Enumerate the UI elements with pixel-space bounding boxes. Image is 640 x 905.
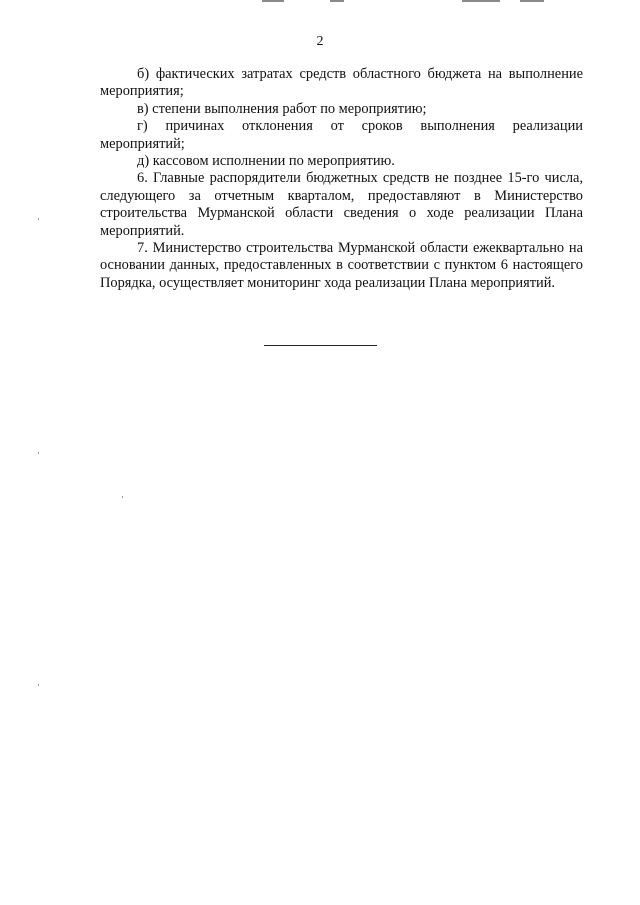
scan-artifact — [38, 452, 39, 454]
scan-artifact — [462, 0, 500, 2]
scan-artifact — [38, 684, 39, 686]
paragraph-6: 6. Главные распорядители бюджетных средств не позднее 15-го числа, следующего за отчетным кварталом, предоставляют в Министерство строительства Мурманской области сведения о ходе реализации Плана мероприятий. — [100, 170, 583, 239]
scan-artifact — [520, 0, 544, 2]
end-of-document-rule — [264, 345, 377, 346]
paragraph-g: г) причинах отклонения от сроков выполнения реализации мероприятий; — [100, 118, 583, 152]
paragraph-v: в) степени выполнения работ по мероприятию; — [137, 100, 427, 117]
paragraph-b: б) фактических затратах средств областного бюджета на выполнение мероприятия; — [100, 66, 583, 100]
scan-artifact — [262, 0, 284, 2]
scan-artifact — [330, 0, 344, 2]
document-body — [100, 66, 583, 292]
scan-artifact — [122, 496, 123, 498]
paragraph-7: 7. Министерство строительства Мурманской области ежеквартально на основании данных, предоставленных в соответствии с пунктом 6 настоящего Порядка, осуществляет мониторинг хода реализации Плана мероприятий. — [100, 240, 583, 291]
scan-artifact — [38, 218, 39, 220]
paragraph-d: д) кассовом исполнении по мероприятию. — [137, 153, 395, 170]
page-number: 2 — [316, 34, 324, 49]
